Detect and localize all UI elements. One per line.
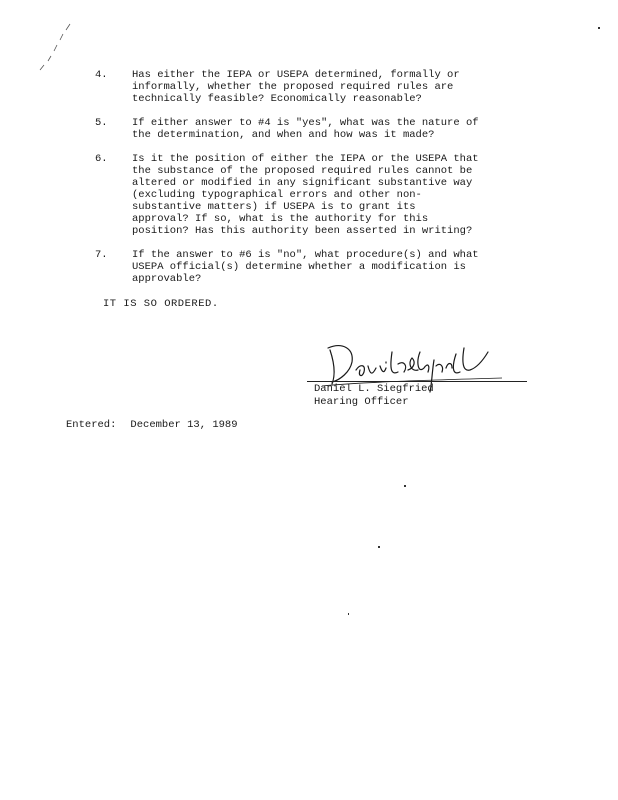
scan-speck: [404, 485, 406, 487]
signature-line: [307, 381, 527, 382]
signatory-title: Hearing Officer: [314, 396, 409, 408]
entered-date: December 13, 1989: [130, 419, 238, 431]
question-text: Is it the position of either the IEPA or the USEPA that the substance of the proposed required rules cannot be altered or modified in any significant substantive way (excluding typographical errors and other non- substantive matters) if USEPA is to grant its approval? If so, what is the authority for this position? Has this authority been asserted in writing?: [132, 153, 479, 237]
scan-speck: [598, 27, 600, 29]
question-number: 6.: [95, 153, 108, 165]
question-text: If the answer to #6 is "no", what procedure(s) and what USEPA official(s) determine whether a modification is approvable?: [132, 249, 479, 285]
question-number: 5.: [95, 117, 108, 129]
question-text: Has either the IEPA or USEPA determined, formally or informally, whether the proposed required rules are technically feasible? Economically reasonable?: [132, 69, 460, 105]
signatory-name: Daniel L. Siegfried: [314, 383, 434, 395]
scan-speck: [348, 613, 349, 615]
question-text: If either answer to #4 is "yes", what was the nature of the determination, and when and how was it made?: [132, 117, 479, 141]
question-number: 4.: [95, 69, 108, 81]
signatory-block: [314, 383, 434, 409]
entered-line: [66, 419, 238, 431]
entered-label: Entered:: [66, 419, 117, 431]
closing-order-statement: IT IS SO ORDERED.: [103, 298, 219, 310]
scan-artifact-mark: [30, 18, 80, 78]
scan-speck: [378, 546, 380, 548]
question-number: 7.: [95, 249, 108, 261]
